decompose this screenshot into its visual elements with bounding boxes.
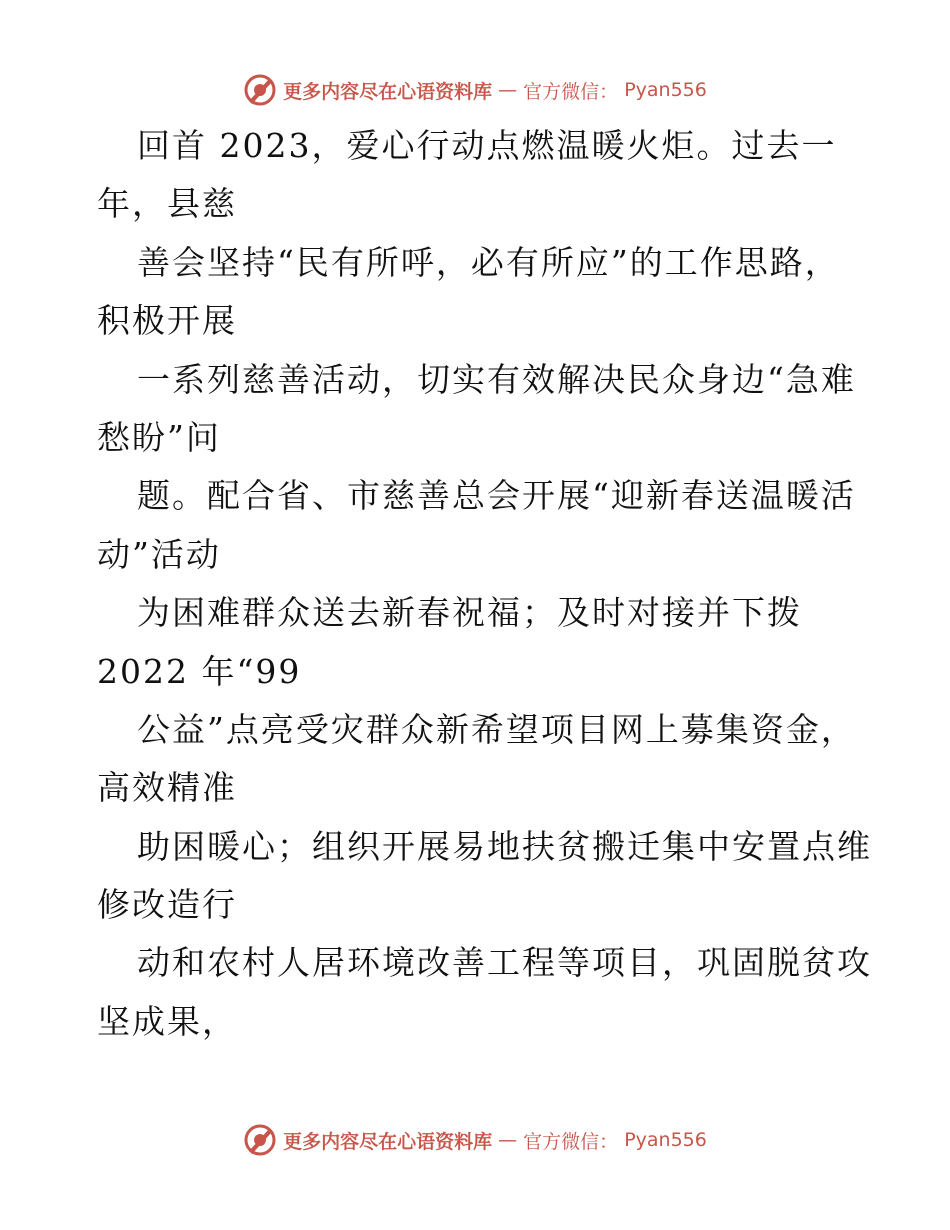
text-line: 一系列慈善活动，切实有效解决民众身边“急难 <box>137 359 856 399</box>
text-line: 助困暖心；组织开展易地扶贫搬迁集中安置点维 <box>137 826 872 866</box>
text-line: 题。配合省、市慈善总会开展“迎新春送温暖活 <box>137 476 856 516</box>
text-line: 修改造行 <box>97 885 237 925</box>
text-line: 善会坚持“民有所呼，必有所应”的工作思路， <box>137 242 840 282</box>
text-line: 坚成果， <box>97 1001 237 1041</box>
text-line: 动和农村人居环境改善工程等项目，巩固脱贫攻 <box>137 943 872 983</box>
text-line: 2022 年“99 <box>97 651 302 691</box>
text-line: 动”活动 <box>97 534 221 574</box>
watermark-handle: Pyan556 <box>624 1129 707 1151</box>
text-line: 愁盼”问 <box>97 417 221 457</box>
header-watermark <box>0 70 950 110</box>
footer-watermark <box>0 1120 950 1160</box>
watermark-contact-label: 官方微信： <box>523 80 619 103</box>
watermark-brand: 更多内容尽在心语资料库 <box>283 1130 493 1153</box>
text-line: 公益”点亮受灾群众新希望项目网上募集资金， <box>137 709 856 749</box>
text-line: 为困难群众送去新春祝福；及时对接并下拨 <box>137 593 802 633</box>
watermark-separator: — <box>498 1129 518 1151</box>
text-line: 积极开展 <box>97 301 237 341</box>
watermark-brand: 更多内容尽在心语资料库 <box>283 80 493 103</box>
pen-logo-icon <box>243 73 277 107</box>
watermark-contact-label: 官方微信： <box>523 1130 619 1153</box>
pen-logo-icon <box>243 1123 277 1157</box>
watermark-handle: Pyan556 <box>624 79 707 101</box>
watermark-separator: — <box>498 79 518 101</box>
text-line: 年，县慈 <box>97 184 237 224</box>
document-body <box>97 117 872 1051</box>
text-line: 高效精准 <box>97 768 237 808</box>
text-line: 回首 2023，爱心行动点燃温暖火炬。过去一 <box>137 126 837 165</box>
